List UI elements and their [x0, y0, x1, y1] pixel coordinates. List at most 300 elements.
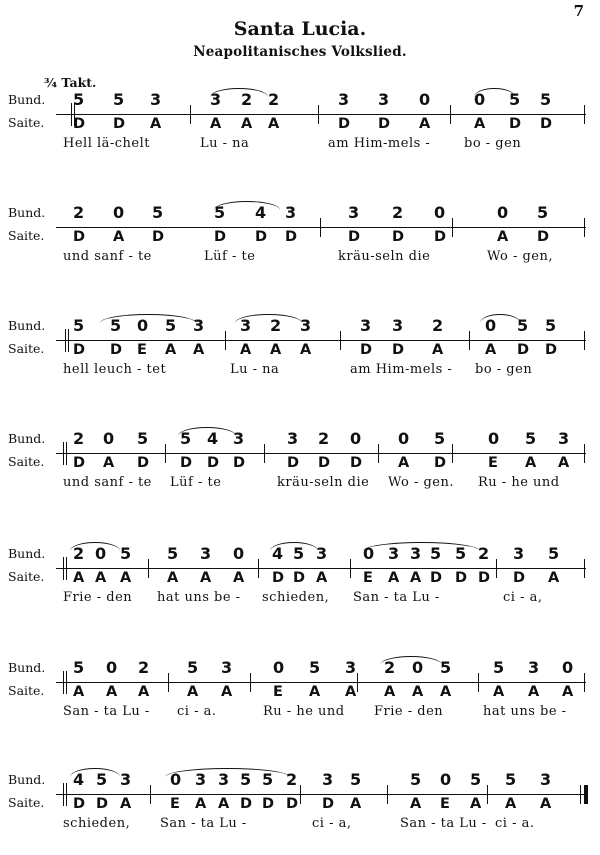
- string-letter: D: [233, 455, 246, 471]
- string-letter: D: [338, 116, 351, 132]
- lyric-text: San - ta Lu -: [400, 816, 487, 831]
- fret-number: 5: [309, 658, 321, 677]
- string-letter: D: [378, 116, 391, 132]
- fret-number: 0: [95, 544, 107, 563]
- string-letter: D: [392, 342, 405, 358]
- string-letter: A: [388, 570, 400, 586]
- barline: [584, 673, 585, 692]
- string-letter: D: [455, 570, 468, 586]
- fret-row-label: Bund.: [8, 772, 46, 787]
- fret-row-label: Bund.: [8, 205, 46, 220]
- string-row-label: Saite.: [8, 795, 45, 810]
- string-letter: D: [513, 570, 526, 586]
- barline: [452, 218, 453, 237]
- fret-number: 4: [73, 770, 85, 789]
- fret-number: 5: [540, 90, 552, 109]
- lyric-text: Lu - na: [200, 136, 250, 151]
- fret-number: 2: [392, 203, 404, 222]
- lyric-text: ci - a.: [495, 816, 535, 831]
- barline: [168, 673, 169, 692]
- string-letter: A: [558, 455, 570, 471]
- string-letter: A: [419, 116, 431, 132]
- fret-number: 5: [440, 658, 452, 677]
- lyric-text: hell leuch - tet: [63, 362, 167, 377]
- string-letter: A: [106, 684, 118, 700]
- song-subtitle: Neapolitanisches Volkslied.: [193, 44, 407, 60]
- fret-number: 0: [474, 90, 486, 109]
- string-letter: A: [350, 796, 362, 812]
- slur-arc: [270, 542, 318, 551]
- system-3: [0, 318, 600, 398]
- barline: [150, 785, 151, 804]
- fret-number: 0: [170, 770, 182, 789]
- string-letter: A: [210, 116, 222, 132]
- string-letter: D: [137, 455, 150, 471]
- string-letter: A: [505, 796, 517, 812]
- string-letter: A: [187, 684, 199, 700]
- string-letter: A: [138, 684, 150, 700]
- string-letter: A: [410, 570, 422, 586]
- string-letter: D: [214, 229, 227, 245]
- barline: [478, 673, 479, 692]
- fret-number: 5: [180, 429, 192, 448]
- string-letter: A: [150, 116, 162, 132]
- lyric-text: und sanf - te: [63, 249, 152, 264]
- fret-number: 2: [73, 544, 85, 563]
- lyric-text: ci - a.: [177, 704, 217, 719]
- string-letter: D: [509, 116, 522, 132]
- string-row-label: Saite.: [8, 454, 45, 469]
- staff-line: [56, 682, 586, 683]
- lyric-text: schieden,: [63, 816, 131, 831]
- slur-arc: [235, 314, 302, 323]
- fret-number: 2: [138, 658, 150, 677]
- double-barline: [68, 329, 69, 352]
- string-letter: D: [96, 796, 109, 812]
- string-letter: E: [273, 684, 284, 700]
- system-5: [0, 546, 600, 626]
- slur-arc: [380, 656, 442, 665]
- double-barline: [63, 442, 64, 465]
- fret-row-label: Bund.: [8, 431, 46, 446]
- fret-number: 2: [73, 429, 85, 448]
- barline: [450, 105, 451, 124]
- barline: [250, 673, 251, 692]
- lyric-text: kräu-seln die: [277, 475, 370, 490]
- string-letter: D: [255, 229, 268, 245]
- fret-number: 0: [137, 316, 149, 335]
- string-letter: A: [410, 796, 422, 812]
- slur-arc: [70, 768, 120, 777]
- string-letter: A: [113, 229, 125, 245]
- fret-number: 5: [293, 544, 305, 563]
- fret-row-label: Bund.: [8, 660, 46, 675]
- slur-arc: [480, 314, 520, 323]
- barline: [584, 559, 585, 578]
- lyric-text: San - ta Lu -: [160, 816, 247, 831]
- barline: [225, 331, 226, 350]
- string-letter: A: [316, 570, 328, 586]
- string-letter: D: [207, 455, 220, 471]
- lyric-text: Ru - he und: [478, 475, 560, 490]
- string-letter: D: [360, 342, 373, 358]
- string-letter: E: [363, 570, 374, 586]
- time-signature: ¾ Takt.: [44, 75, 97, 90]
- fret-number: 3: [392, 316, 404, 335]
- fret-number: 2: [478, 544, 490, 563]
- fret-number: 5: [73, 658, 85, 677]
- fret-number: 3: [193, 316, 205, 335]
- lyric-text: Wo - gen.: [388, 475, 454, 490]
- double-barline: [66, 557, 67, 580]
- barline: [378, 444, 379, 463]
- string-letter: A: [432, 342, 444, 358]
- lyric-text: Frie - den: [63, 590, 133, 605]
- fret-number: 5: [262, 770, 274, 789]
- string-letter: E: [137, 342, 148, 358]
- string-letter: D: [272, 570, 285, 586]
- lyric-text: Wo - gen,: [487, 249, 553, 264]
- fret-number: 5: [73, 316, 85, 335]
- fret-number: 3: [338, 90, 350, 109]
- fret-number: 5: [240, 770, 252, 789]
- string-letter: E: [170, 796, 181, 812]
- fret-number: 0: [398, 429, 410, 448]
- string-letter: D: [348, 229, 361, 245]
- string-letter: A: [167, 570, 179, 586]
- string-letter: A: [493, 684, 505, 700]
- lyric-text: hat uns be -: [483, 704, 567, 719]
- fret-number: 3: [345, 658, 357, 677]
- fret-number: 5: [137, 429, 149, 448]
- final-barline-thin: [580, 785, 581, 804]
- string-letter: A: [562, 684, 574, 700]
- fret-number: 5: [545, 316, 557, 335]
- slur-arc: [214, 201, 280, 210]
- string-letter: A: [474, 116, 486, 132]
- fret-number: 0: [562, 658, 574, 677]
- string-letter: A: [540, 796, 552, 812]
- slur-arc: [178, 427, 236, 436]
- string-letter: D: [287, 455, 300, 471]
- fret-row-label: Bund.: [8, 92, 46, 107]
- string-letter: D: [318, 455, 331, 471]
- fret-number: 5: [187, 658, 199, 677]
- fret-number: 0: [440, 770, 452, 789]
- fret-number: 5: [509, 90, 521, 109]
- fret-number: 5: [350, 770, 362, 789]
- string-letter: D: [262, 796, 275, 812]
- string-letter: D: [434, 229, 447, 245]
- barline: [469, 331, 470, 350]
- string-letter: D: [540, 116, 553, 132]
- barline: [264, 444, 265, 463]
- fret-number: 3: [348, 203, 360, 222]
- fret-number: 3: [285, 203, 297, 222]
- string-letter: D: [286, 796, 299, 812]
- string-letter: A: [218, 796, 230, 812]
- fret-number: 3: [300, 316, 312, 335]
- barline: [387, 785, 388, 804]
- fret-number: 3: [540, 770, 552, 789]
- fret-number: 0: [113, 203, 125, 222]
- slur-arc: [70, 542, 120, 551]
- string-row-label: Saite.: [8, 683, 45, 698]
- fret-number: 3: [388, 544, 400, 563]
- barline: [350, 559, 351, 578]
- barline: [584, 331, 585, 350]
- string-letter: D: [537, 229, 550, 245]
- fret-number: 0: [485, 316, 497, 335]
- fret-number: 2: [270, 316, 282, 335]
- double-barline: [65, 329, 66, 352]
- barline: [496, 559, 497, 578]
- fret-number: 3: [221, 658, 233, 677]
- string-letter: A: [95, 570, 107, 586]
- staff-line: [56, 568, 586, 569]
- fret-number: 5: [165, 316, 177, 335]
- staff-line: [56, 114, 586, 115]
- lyric-text: Lu - na: [230, 362, 280, 377]
- system-2: [0, 205, 600, 285]
- song-title: Santa Lucia.: [233, 18, 367, 40]
- barline: [340, 331, 341, 350]
- lyric-text: bo - gen: [464, 136, 522, 151]
- barline: [320, 218, 321, 237]
- fret-number: 5: [120, 544, 132, 563]
- fret-number: 3: [240, 316, 252, 335]
- lyric-text: am Him-mels -: [328, 136, 431, 151]
- fret-number: 0: [497, 203, 509, 222]
- fret-number: 2: [432, 316, 444, 335]
- barline: [318, 105, 319, 124]
- string-letter: D: [73, 796, 86, 812]
- lyric-text: ci - a,: [312, 816, 352, 831]
- double-barline: [63, 557, 64, 580]
- fret-number: 0: [106, 658, 118, 677]
- lyric-text: am Him-mels -: [350, 362, 453, 377]
- lyric-text: kräu-seln die: [338, 249, 431, 264]
- lyric-text: hat uns be -: [157, 590, 241, 605]
- string-letter: D: [434, 455, 447, 471]
- page-number: 7: [573, 2, 584, 20]
- fret-number: 5: [73, 90, 85, 109]
- fret-number: 5: [537, 203, 549, 222]
- string-letter: A: [240, 342, 252, 358]
- string-letter: D: [113, 116, 126, 132]
- string-letter: D: [517, 342, 530, 358]
- fret-number: 0: [103, 429, 115, 448]
- string-letter: A: [103, 455, 115, 471]
- string-letter: D: [293, 570, 306, 586]
- fret-number: 5: [430, 544, 442, 563]
- fret-number: 3: [378, 90, 390, 109]
- fret-number: 4: [207, 429, 219, 448]
- barline: [584, 218, 585, 237]
- barline: [258, 559, 259, 578]
- lyric-text: Hell lä-chelt: [63, 136, 151, 151]
- string-letter: A: [398, 455, 410, 471]
- string-letter: A: [200, 570, 212, 586]
- system-1: [0, 92, 600, 172]
- string-row-label: Saite.: [8, 228, 45, 243]
- staff-line: [56, 227, 586, 228]
- fret-number: 3: [410, 544, 422, 563]
- fret-number: 0: [233, 544, 245, 563]
- string-letter: D: [545, 342, 558, 358]
- string-letter: A: [268, 116, 280, 132]
- string-row-label: Saite.: [8, 115, 45, 130]
- lyric-text: San - ta Lu -: [63, 704, 150, 719]
- system-7: [0, 772, 600, 852]
- fret-number: 3: [316, 544, 328, 563]
- fret-row-label: Bund.: [8, 318, 46, 333]
- string-letter: D: [240, 796, 253, 812]
- double-barline: [71, 103, 72, 126]
- fret-number: 0: [488, 429, 500, 448]
- lyric-text: Lüf - te: [204, 249, 256, 264]
- string-letter: A: [193, 342, 205, 358]
- double-barline: [66, 442, 67, 465]
- fret-number: 5: [525, 429, 537, 448]
- fret-number: 0: [363, 544, 375, 563]
- string-letter: D: [152, 229, 165, 245]
- string-letter: D: [392, 229, 405, 245]
- fret-number: 3: [150, 90, 162, 109]
- fret-number: 0: [434, 203, 446, 222]
- string-letter: A: [221, 684, 233, 700]
- fret-number: 3: [120, 770, 132, 789]
- fret-number: 5: [214, 203, 226, 222]
- string-letter: A: [241, 116, 253, 132]
- string-letter: A: [412, 684, 424, 700]
- fret-number: 0: [419, 90, 431, 109]
- string-letter: D: [73, 116, 86, 132]
- string-letter: D: [350, 455, 363, 471]
- fret-number: 5: [96, 770, 108, 789]
- lyric-text: Ru - he und: [263, 704, 345, 719]
- fret-number: 3: [287, 429, 299, 448]
- staff-line: [56, 453, 586, 454]
- fret-number: 5: [167, 544, 179, 563]
- system-6: [0, 660, 600, 740]
- fret-number: 4: [255, 203, 267, 222]
- fret-number: 5: [152, 203, 164, 222]
- string-letter: E: [488, 455, 499, 471]
- barline: [165, 444, 166, 463]
- string-letter: A: [384, 684, 396, 700]
- fret-number: 2: [241, 90, 253, 109]
- fret-number: 5: [410, 770, 422, 789]
- string-letter: A: [548, 570, 560, 586]
- lyric-text: San - ta Lu -: [353, 590, 440, 605]
- string-letter: A: [440, 684, 452, 700]
- double-barline: [66, 783, 67, 806]
- fret-number: 3: [513, 544, 525, 563]
- string-letter: A: [195, 796, 207, 812]
- barline: [584, 105, 585, 124]
- fret-number: 5: [517, 316, 529, 335]
- fret-number: 5: [110, 316, 122, 335]
- string-letter: A: [233, 570, 245, 586]
- string-letter: D: [322, 796, 335, 812]
- fret-number: 2: [384, 658, 396, 677]
- string-letter: A: [525, 455, 537, 471]
- fret-number: 4: [272, 544, 284, 563]
- string-letter: A: [165, 342, 177, 358]
- barline: [300, 785, 301, 804]
- fret-number: 5: [493, 658, 505, 677]
- fret-number: 0: [273, 658, 285, 677]
- system-4: [0, 431, 600, 511]
- string-letter: D: [73, 455, 86, 471]
- fret-number: 0: [350, 429, 362, 448]
- staff-line: [56, 794, 586, 795]
- double-barline: [63, 671, 64, 694]
- barline: [148, 559, 149, 578]
- fret-number: 5: [505, 770, 517, 789]
- fret-number: 3: [218, 770, 230, 789]
- string-letter: A: [497, 229, 509, 245]
- fret-number: 3: [322, 770, 334, 789]
- fret-number: 5: [470, 770, 482, 789]
- barline: [584, 444, 585, 463]
- fret-number: 5: [434, 429, 446, 448]
- string-letter: E: [440, 796, 451, 812]
- string-letter: A: [309, 684, 321, 700]
- fret-number: 5: [548, 544, 560, 563]
- string-letter: A: [120, 796, 132, 812]
- lyric-text: und sanf - te: [63, 475, 152, 490]
- fret-row-label: Bund.: [8, 546, 46, 561]
- fret-number: 3: [210, 90, 222, 109]
- string-letter: D: [285, 229, 298, 245]
- string-letter: D: [478, 570, 491, 586]
- string-row-label: Saite.: [8, 341, 45, 356]
- barline: [452, 444, 453, 463]
- string-letter: A: [270, 342, 282, 358]
- double-barline: [66, 671, 67, 694]
- barline: [357, 673, 358, 692]
- string-letter: A: [345, 684, 357, 700]
- barline: [190, 105, 191, 124]
- string-letter: A: [528, 684, 540, 700]
- string-letter: A: [73, 684, 85, 700]
- final-barline-thick: [584, 785, 588, 804]
- fret-number: 3: [558, 429, 570, 448]
- string-letter: D: [180, 455, 193, 471]
- fret-number: 2: [286, 770, 298, 789]
- barline: [487, 785, 488, 804]
- lyric-text: bo - gen: [475, 362, 533, 377]
- lyric-text: Lüf - te: [170, 475, 222, 490]
- string-row-label: Saite.: [8, 569, 45, 584]
- string-letter: D: [110, 342, 123, 358]
- string-letter: D: [73, 342, 86, 358]
- string-letter: D: [73, 229, 86, 245]
- fret-number: 3: [195, 770, 207, 789]
- string-letter: A: [300, 342, 312, 358]
- lyric-text: ci - a,: [503, 590, 543, 605]
- string-letter: A: [470, 796, 482, 812]
- fret-number: 2: [73, 203, 85, 222]
- string-letter: D: [430, 570, 443, 586]
- double-barline: [63, 783, 64, 806]
- string-letter: A: [485, 342, 497, 358]
- string-letter: A: [120, 570, 132, 586]
- fret-number: 5: [455, 544, 467, 563]
- fret-number: 5: [113, 90, 125, 109]
